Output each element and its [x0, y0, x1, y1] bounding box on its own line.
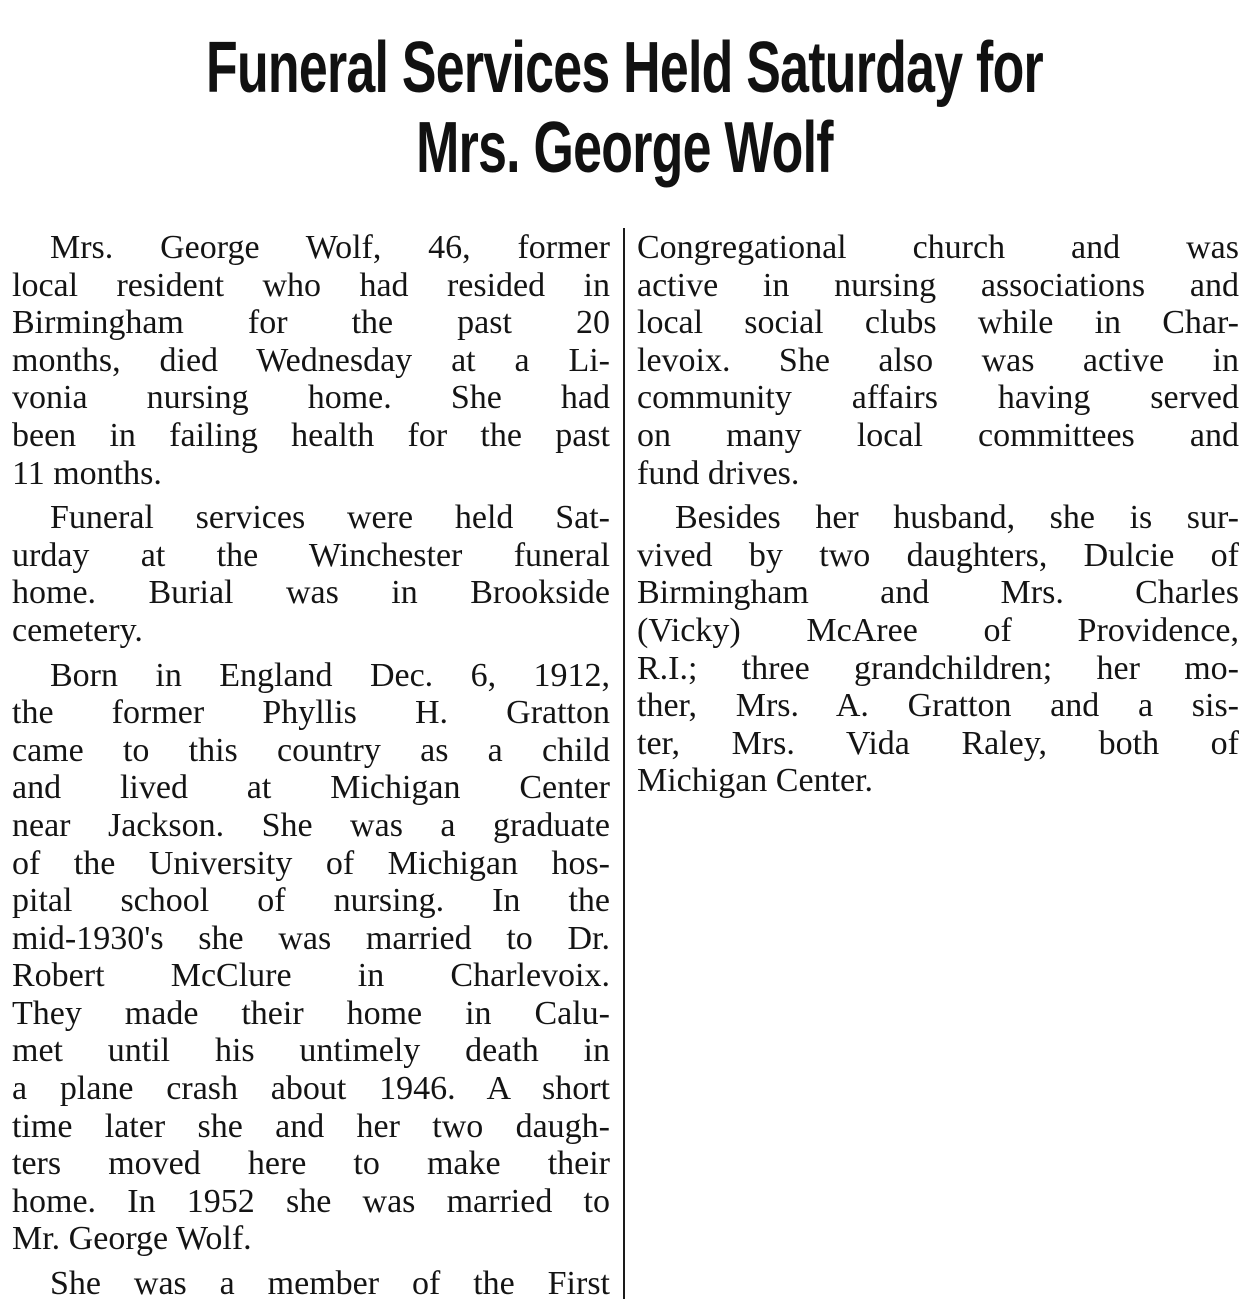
left-column [12, 229, 610, 1310]
text-line: active in nursing associations and [637, 266, 1239, 304]
text-line: on many local committees and [637, 416, 1239, 454]
text-line: Michigan Center. [637, 762, 874, 800]
headline-line-2: Mrs. George Wolf [416, 108, 833, 188]
text-line: been in failing health for the past [12, 416, 610, 454]
text-line: ter, Mrs. Vida Raley, both of [637, 724, 1239, 762]
text-line: time later she and her two daugh- [12, 1107, 610, 1145]
text-line: Born in England Dec. 6, 1912, [50, 656, 610, 694]
paragraph [12, 657, 610, 1259]
text-line: a plane crash about 1946. A short [12, 1070, 610, 1108]
text-line: She was a member of the First [50, 1265, 610, 1303]
paragraph [637, 229, 1239, 492]
text-line: (Vicky) McAree of Providence, [637, 611, 1239, 649]
text-line: near Jackson. She was a graduate [12, 806, 610, 844]
text-line: local social clubs while in Char- [637, 304, 1239, 342]
text-line: Birmingham and Mrs. Charles [637, 574, 1239, 612]
text-line: home. In 1952 she was married to [12, 1182, 610, 1220]
text-line: met until his untimely death in [12, 1032, 610, 1070]
column-divider [623, 228, 625, 1299]
right-column [637, 229, 1239, 807]
text-line: community affairs having served [637, 379, 1239, 417]
text-line: urday at the Winchester funeral [12, 536, 610, 574]
paragraph [12, 499, 610, 649]
paragraph [12, 229, 610, 492]
text-line: R.I.; three grandchildren; her mo- [637, 649, 1239, 687]
text-line: Congregational church and was [637, 229, 1239, 266]
text-line: They made their home in Calu- [12, 994, 610, 1032]
paragraph [637, 499, 1239, 800]
text-line: fund drives. [637, 454, 800, 492]
text-line: months, died Wednesday at a Li- [12, 341, 610, 379]
text-line: Besides her husband, she is sur- [675, 499, 1239, 537]
headline-line-1: Funeral Services Held Saturday for [206, 28, 1043, 108]
text-line: home. Burial was in Brookside [12, 574, 610, 612]
text-line: vived by two daughters, Dulcie of [637, 536, 1239, 574]
text-line: local resident who had resided in [12, 266, 610, 304]
text-line: Funeral services were held Sat- [50, 499, 610, 537]
text-line: the former Phyllis H. Gratton [12, 694, 610, 732]
text-line: ters moved here to make their [12, 1145, 610, 1183]
text-line: 11 months. [12, 454, 162, 492]
headline [175, 28, 1074, 188]
text-line: and lived at Michigan Center [12, 769, 610, 807]
text-line: vonia nursing home. She had [12, 379, 610, 417]
paragraph [12, 1265, 610, 1303]
text-line: pital school of nursing. In the [12, 882, 610, 920]
text-line: levoix. She also was active in [637, 341, 1239, 379]
text-line: came to this country as a child [12, 731, 610, 769]
text-line: ther, Mrs. A. Gratton and a sis- [637, 687, 1239, 725]
text-line: Birmingham for the past 20 [12, 304, 610, 342]
text-line: Mr. George Wolf. [12, 1220, 252, 1258]
text-line: cemetery. [12, 611, 143, 649]
text-line: Mrs. George Wolf, 46, former [50, 229, 610, 266]
text-line: of the University of Michigan hos- [12, 844, 610, 882]
text-line: Robert McClure in Charlevoix. [12, 957, 610, 995]
text-line: mid-1930's she was married to Dr. [12, 919, 610, 957]
